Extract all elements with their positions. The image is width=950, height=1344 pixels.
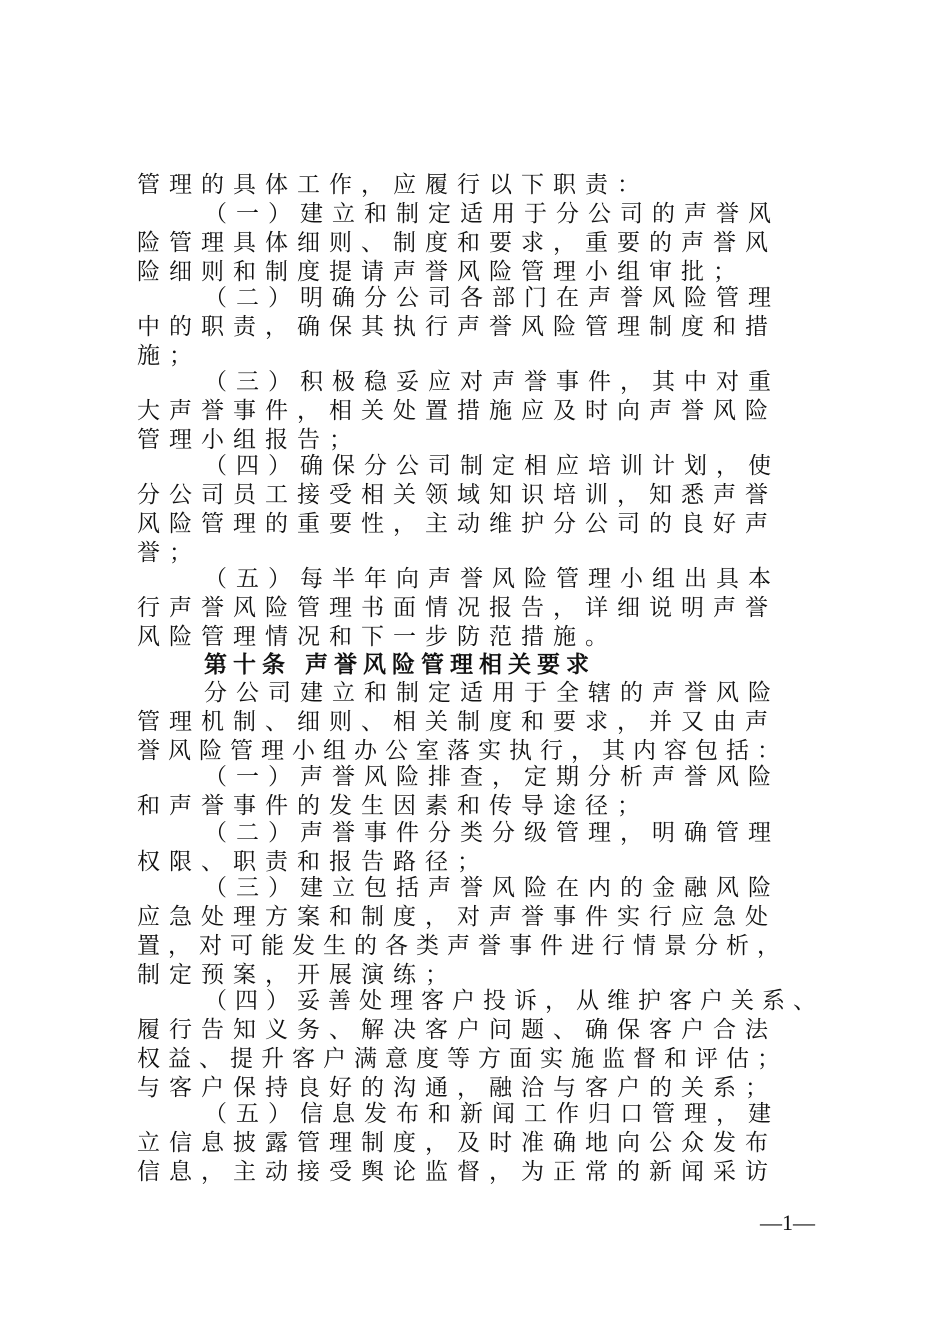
text-line: 誉； <box>137 540 201 566</box>
text-line: 大声誉事件，相关处置措施应及时向声誉风险 <box>137 398 777 424</box>
text-line: 险管理具体细则、制度和要求，重要的声誉风 <box>137 230 777 256</box>
text-line: 与客户保持良好的沟通，融洽与客户的关系； <box>137 1075 777 1101</box>
text-line: 管理的具体工作，应履行以下职责： <box>137 172 649 198</box>
text-line: 信息，主动接受舆论监督，为正常的新闻采访 <box>137 1159 777 1185</box>
text-line: 管理小组报告； <box>137 427 361 453</box>
text-line: （三）积极稳妥应对声誉事件，其中对重 <box>204 369 780 395</box>
text-line: （二）明确分公司各部门在声誉风险管理 <box>204 285 780 311</box>
text-line: （三）建立包括声誉风险在内的金融风险 <box>204 875 780 901</box>
text-line: 中的职责，确保其执行声誉风险管理制度和措 <box>137 314 777 340</box>
text-line: （四）确保分公司制定相应培训计划，使 <box>204 453 780 479</box>
page-number: —1— <box>760 1210 815 1235</box>
text-line: （一）声誉风险排查，定期分析声誉风险 <box>204 764 780 790</box>
text-line: 权限、职责和报告路径； <box>137 849 489 875</box>
text-line: 立信息披露管理制度，及时准确地向公众发布 <box>137 1130 777 1156</box>
text-line: 履行告知义务、解决客户问题、确保客户合法 <box>137 1017 777 1043</box>
text-line: 置，对可能发生的各类声誉事件进行情景分析， <box>137 933 788 959</box>
text-line: （五）信息发布和新闻工作归口管理，建 <box>204 1101 780 1127</box>
text-line: 分公司建立和制定适用于全辖的声誉风险 <box>204 680 780 706</box>
text-line: （四）妥善处理客户投诉，从维护客户关系、 <box>204 988 824 1014</box>
text-line: 风险管理的重要性，主动维护分公司的良好声 <box>137 511 777 537</box>
section-heading: 第十条 声誉风险管理相关要求 <box>204 651 596 678</box>
text-line: 管理机制、细则、相关制度和要求，并又由声 <box>137 709 777 735</box>
text-line: 行声誉风险管理书面情况报告，详细说明声誉 <box>137 595 777 621</box>
text-line: （二）声誉事件分类分级管理，明确管理 <box>204 820 780 846</box>
text-line: 和声誉事件的发生因素和传导途径； <box>137 793 649 819</box>
text-line: 风险管理情况和下一步防范措施。 <box>137 624 617 650</box>
text-line: 制定预案，开展演练； <box>137 962 457 988</box>
text-line: 权益、提升客户满意度等方面实施监督和评估； <box>137 1046 788 1072</box>
text-line: （一）建立和制定适用于分公司的声誉风 <box>204 201 780 227</box>
text-line: 施； <box>137 343 201 369</box>
text-line: （五）每半年向声誉风险管理小组出具本 <box>204 566 780 592</box>
text-line: 誉风险管理小组办公室落实执行，其内容包括： <box>137 738 788 764</box>
text-line: 应急处理方案和制度，对声誉事件实行应急处 <box>137 904 777 930</box>
text-line: 分公司员工接受相关领域知识培训，知悉声誉 <box>137 482 777 508</box>
text-line: 险细则和制度提请声誉风险管理小组审批； <box>137 259 745 285</box>
